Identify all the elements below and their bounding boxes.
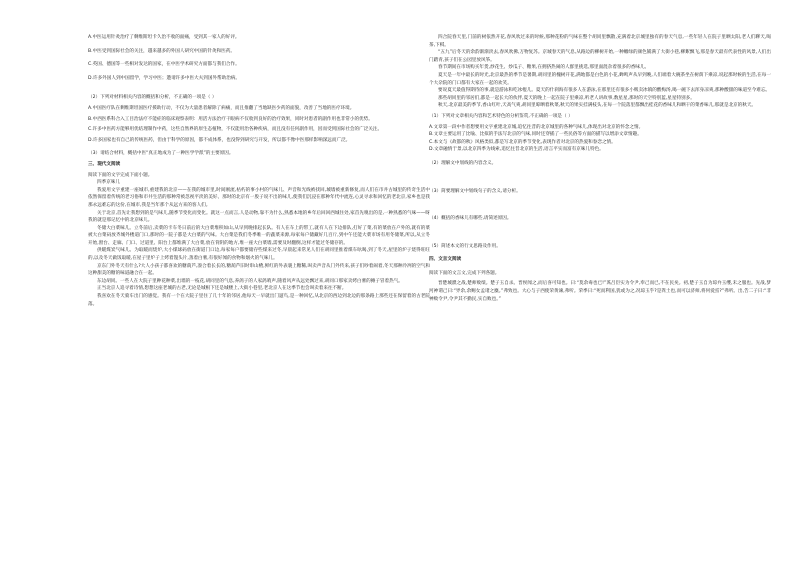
section-3-heading: 三、现代文阅读 bbox=[88, 161, 121, 167]
q1-option-c: C.本文与《故都的秋》风格类似,都是写北京的季节变化,表现作者对北京的热爱和眷恋之情。 bbox=[429, 139, 616, 145]
article-paragraph: 夏天是一年中最长的时光,北京最热的季节是暑期,胡同里的槐树开花,满地都是白色的小花,蝉鸣声从早到晚,人们端着大碗茶坐在树荫下乘凉,说起那时候的生活,在每一个大杂院的门口都有大家在一起的欢笑。 bbox=[429, 72, 771, 86]
q3-stem: （3）简要理解文中划线句子的含义,请分析。 bbox=[429, 188, 521, 194]
article-paragraph: 我爱用文字重建一座城市,重建我的北京——在我的城市里,时间刚流,枯朽的事小村的气味儿、声音和光线被找回,城墙被重新修复,而人们在市井古城里的传奇生活中依然保留着传统的老习俗和市井生活的那种常被忽视平淡的美好、那时的北京有一股子说不出的味儿,使我们沉浸在那种年代中流连,心灵寻求和回忆的老北京,家乡也是我那永远难忘的这份,在城市,我是当年那个从远方来的客人们。 bbox=[88, 187, 430, 208]
q1-option-b: B.中医受到国际社会的关注，越来越多的外国人研究中国的针灸和医药。 bbox=[88, 48, 236, 54]
article-paragraph: 那些胡同里的邻居们,都是一起长大的伙伴,夏天的晚上一起在院子里乘凉,听老人讲故事,数星星,那时的天空特别蓝,星星特别多。 bbox=[438, 95, 695, 101]
article-paragraph: 冬储大白菜味儿。立冬前后,卖菜的卡车冬日前后的大白菜堆积如山,从早到晚排起长队。有人在车上的带工,就有人在下边排队,打好了菜,有的菜放在户外的,就有的菜被大白菜码放齐城外楼道门口,那时的一院子都是大白菜的气味。大白菜是我们冬季唯一的蔬菜来源,每家每户储藏好几百斤,到中午还能大菜市场有用冬储菜,所以,从立冬开始,窗台、走廊、门口、过道里、阳台上都堆满了大白菜,放在背阴的地方,堆一座大白菜墙,需要及时翻倒,这样才能过冬储存的。 bbox=[88, 225, 430, 246]
article-title: 四季京味儿 bbox=[97, 180, 120, 186]
classical-intro: 阅读下面的文言文,完成下列各题。 bbox=[429, 270, 500, 276]
article-paragraph: 要说夏天最值得期待的事,就是游泳和吃冰棍儿。夏天的什刹海有很多人在游泳,在那里还有很多小贩卖冰镇的酸梅汤,喝一碗下去浑身凉爽,那种酸甜的味道至今难忘。 bbox=[438, 88, 771, 94]
article-paragraph: 秋天,北京最美的季节,香山红叶,天高气爽,胡同里晾晒着秋菜,秋天的果实挂满枝头,在每一个院落里都飘出桂花的香味儿和晒干的菜香味儿,那就是北京的秋天。 bbox=[438, 103, 757, 109]
classical-passage: 晋楚城濮之战,楚师败绩。楚子玉自杀。晋侯闻之,而后喜可知也。曰:“莫余毒也已!”蒍吕臣实为令尹,奉己而已,不在民矣。初,楚子玉自为琼弁玉缨,未之服也。先战,梦河神谓己曰:“畀余,余赐女孟诸之麋。”弗致也。大心与子西使荣黄谏,弗听。荣季曰:“死而利国,犹或为之,况琼玉乎?是粪土也,而可以济师,将何爱焉?”弗听。出,告二子曰:“非神败令尹,令尹其不勤民,实自败也。” bbox=[429, 281, 771, 302]
q1-option-a: A.中医运用针灸治疗了剩维斯坦卡久治不收的面痛，受到其一家人的好评。 bbox=[88, 35, 240, 40]
article-paragraph: 春节期间在市场购买年货,炒花生、炒瓜子、糖果,在拥挤热闹的人群里挑选,那里面混杂着很多的香味儿。 bbox=[438, 65, 650, 71]
section-4-heading: 四、文言文阅读 bbox=[429, 257, 462, 263]
left-column bbox=[88, 34, 430, 308]
q1-option-d: D.文章融情于景,以北京四季为线索,追忆往昔北京的生活,语言平实而富有京味儿特色。 bbox=[429, 147, 604, 153]
q2-stem: （2）理解文中划线的内容含义。 bbox=[429, 160, 497, 166]
q1-option-b: B.文章主要运用了比喻、比拟的手法写北京的气味,同时还穿插了一些民俗等方面的描写以增添文章情趣。 bbox=[429, 132, 642, 138]
article-paragraph: 正当北京人追寻着诗情,想想这座老城的古老,无论是城根下还是城楼上,大街小巷里,老北京人在这季节也会叫卖着来往不断。 bbox=[97, 286, 347, 292]
article-paragraph: 四合院春天里,门前的树依然开花,春风吹过来的时候,那种花粉的气味在整个胡同里飘散,充满着北京城里独有的春天气息,一些年轻人在院子里晒太阳,老人们聊天,喝茶,下棋。 bbox=[429, 35, 771, 48]
q3-stem: （3）请结合材料，概括中医“真正地成为了一种医学学派”的主要原因。 bbox=[88, 151, 234, 157]
q5-stem: （5）简述本文的行文思路及作用。 bbox=[429, 243, 501, 249]
article-paragraph: 关于北京,首先让我想到的是气味儿,随季节变化而变化。就这一点而言,人是动物,靠不为什么,熟悉本地的乡年后回回西城住处,家首先嗅出的是,一种熟悉的气味——呀我的就是那记忆中的北京味儿。 bbox=[88, 210, 430, 224]
q2-option-b: B.中西医系科合入工目治法疗不能症的临床观察表明：用活方法治疗干眼病不仅收到良好的治疗效果，同时对患者的副作用也非常小的优势。 bbox=[88, 116, 373, 122]
article-paragraph: 我喜欢在冬天骑车出门的感觉。我有一个在大院子里住了几十年的邻居,他每天一早就出门遛鸟,是一种回忆,从北京的西边到北边的那条路上那些还在保留着的古老院落。 bbox=[88, 294, 430, 307]
reading-intro: 阅读下面的文字完成下面小题。 bbox=[88, 172, 153, 178]
q4-stem: （4）概括的香味儿有哪些,请简述原因。 bbox=[429, 216, 512, 222]
q2-stem: （2）下列对材料相关内容的概括和分析，不正确的一项是（ ） bbox=[88, 95, 217, 101]
q2-option-a: A.中国医疗队在剩维斯坦国医疗援助行动，不仅为大量患者解除了病痛，而且推翻了当地缺医少药的面貌，改善了当地的医疗环境。 bbox=[88, 105, 355, 111]
answer-space[interactable] bbox=[429, 168, 771, 188]
article-paragraph: 东边胡同。一些人在大院子里种花种菜,出墙的一枝花,胡同里的气息,养鸽子的人家鸽哨声,随着风声从远处飘过来,胡同口那家卖烤白薯的摊子冒着热气。 bbox=[97, 278, 403, 284]
answer-space[interactable] bbox=[429, 195, 771, 215]
q2-option-c: C.许多中医药方能够用优结理制作中药，这些自然界的原生态植物，不仅能用治各种疾病，而且没有任何副作用，因而受到国际社会的广泛关注。 bbox=[88, 127, 383, 133]
q2-option-d: D.许多国家也有自己的传统医药，但由于科学的原因，都不成体系，也没得到研究与开发，所以都不像中医那样影响深远而广泛。 bbox=[88, 137, 351, 143]
article-paragraph: 供暖煤炭气味儿。为取暖而烧炉,大小煤球码放在街道门口边,每家每户都要储存些煤来过冬,早晨起来常见人们在胡同里推着煤车吆喝,到了冬天,屋里的炉子烧得旺旺的,以及冬天做饭取暖,在屋子里炉子上烤着馒头片,蒸着白薯,有很好闻的食物和烟火的气味儿。 bbox=[88, 248, 430, 262]
right-column bbox=[429, 34, 771, 303]
q1-option-a: A.文章第一段中作者想要用文字重建北京城,追忆往昔的北京城里的各种气味儿,体现出对北京的怀念之情。 bbox=[429, 124, 644, 130]
article-paragraph: “五九”后冬天的余韵渐渐淡去,春风吹拂,万物复苏。京城春天的气息,从路边的柳树开始,一种嫩绿的颜色铺满了大街小巷,柳絮飘飞,那是春天最有代表性的风景,人们出门踏青,孩子们在公园里放风筝。 bbox=[429, 50, 771, 63]
q1-option-c: C.英国、德国等一些相对发达的国家，在中医学术研究方面都与我们合作。 bbox=[88, 62, 240, 68]
answer-space[interactable] bbox=[429, 223, 771, 243]
q1-stem: （1）下列对文章相关内容和艺术特色的分析鉴赏,不正确的一项是（ ） bbox=[429, 113, 573, 119]
q1-option-d: D.许多外国人到中国留学，学习中医；邀请许多中医大夫到国外帮助治病。 bbox=[88, 75, 241, 81]
article-paragraph: 京东门外冬天有什么?大人小孩子都喜欢的糖葫芦,凑合着长长的,糖葫芦旧时串山楂,鲜红的外表裹上糖稀,叫卖声音从门外传来,孩子们吵着闹着,冬天那种冷冽的空气和这种甜美的糖的味道融合在一起。 bbox=[88, 263, 430, 277]
